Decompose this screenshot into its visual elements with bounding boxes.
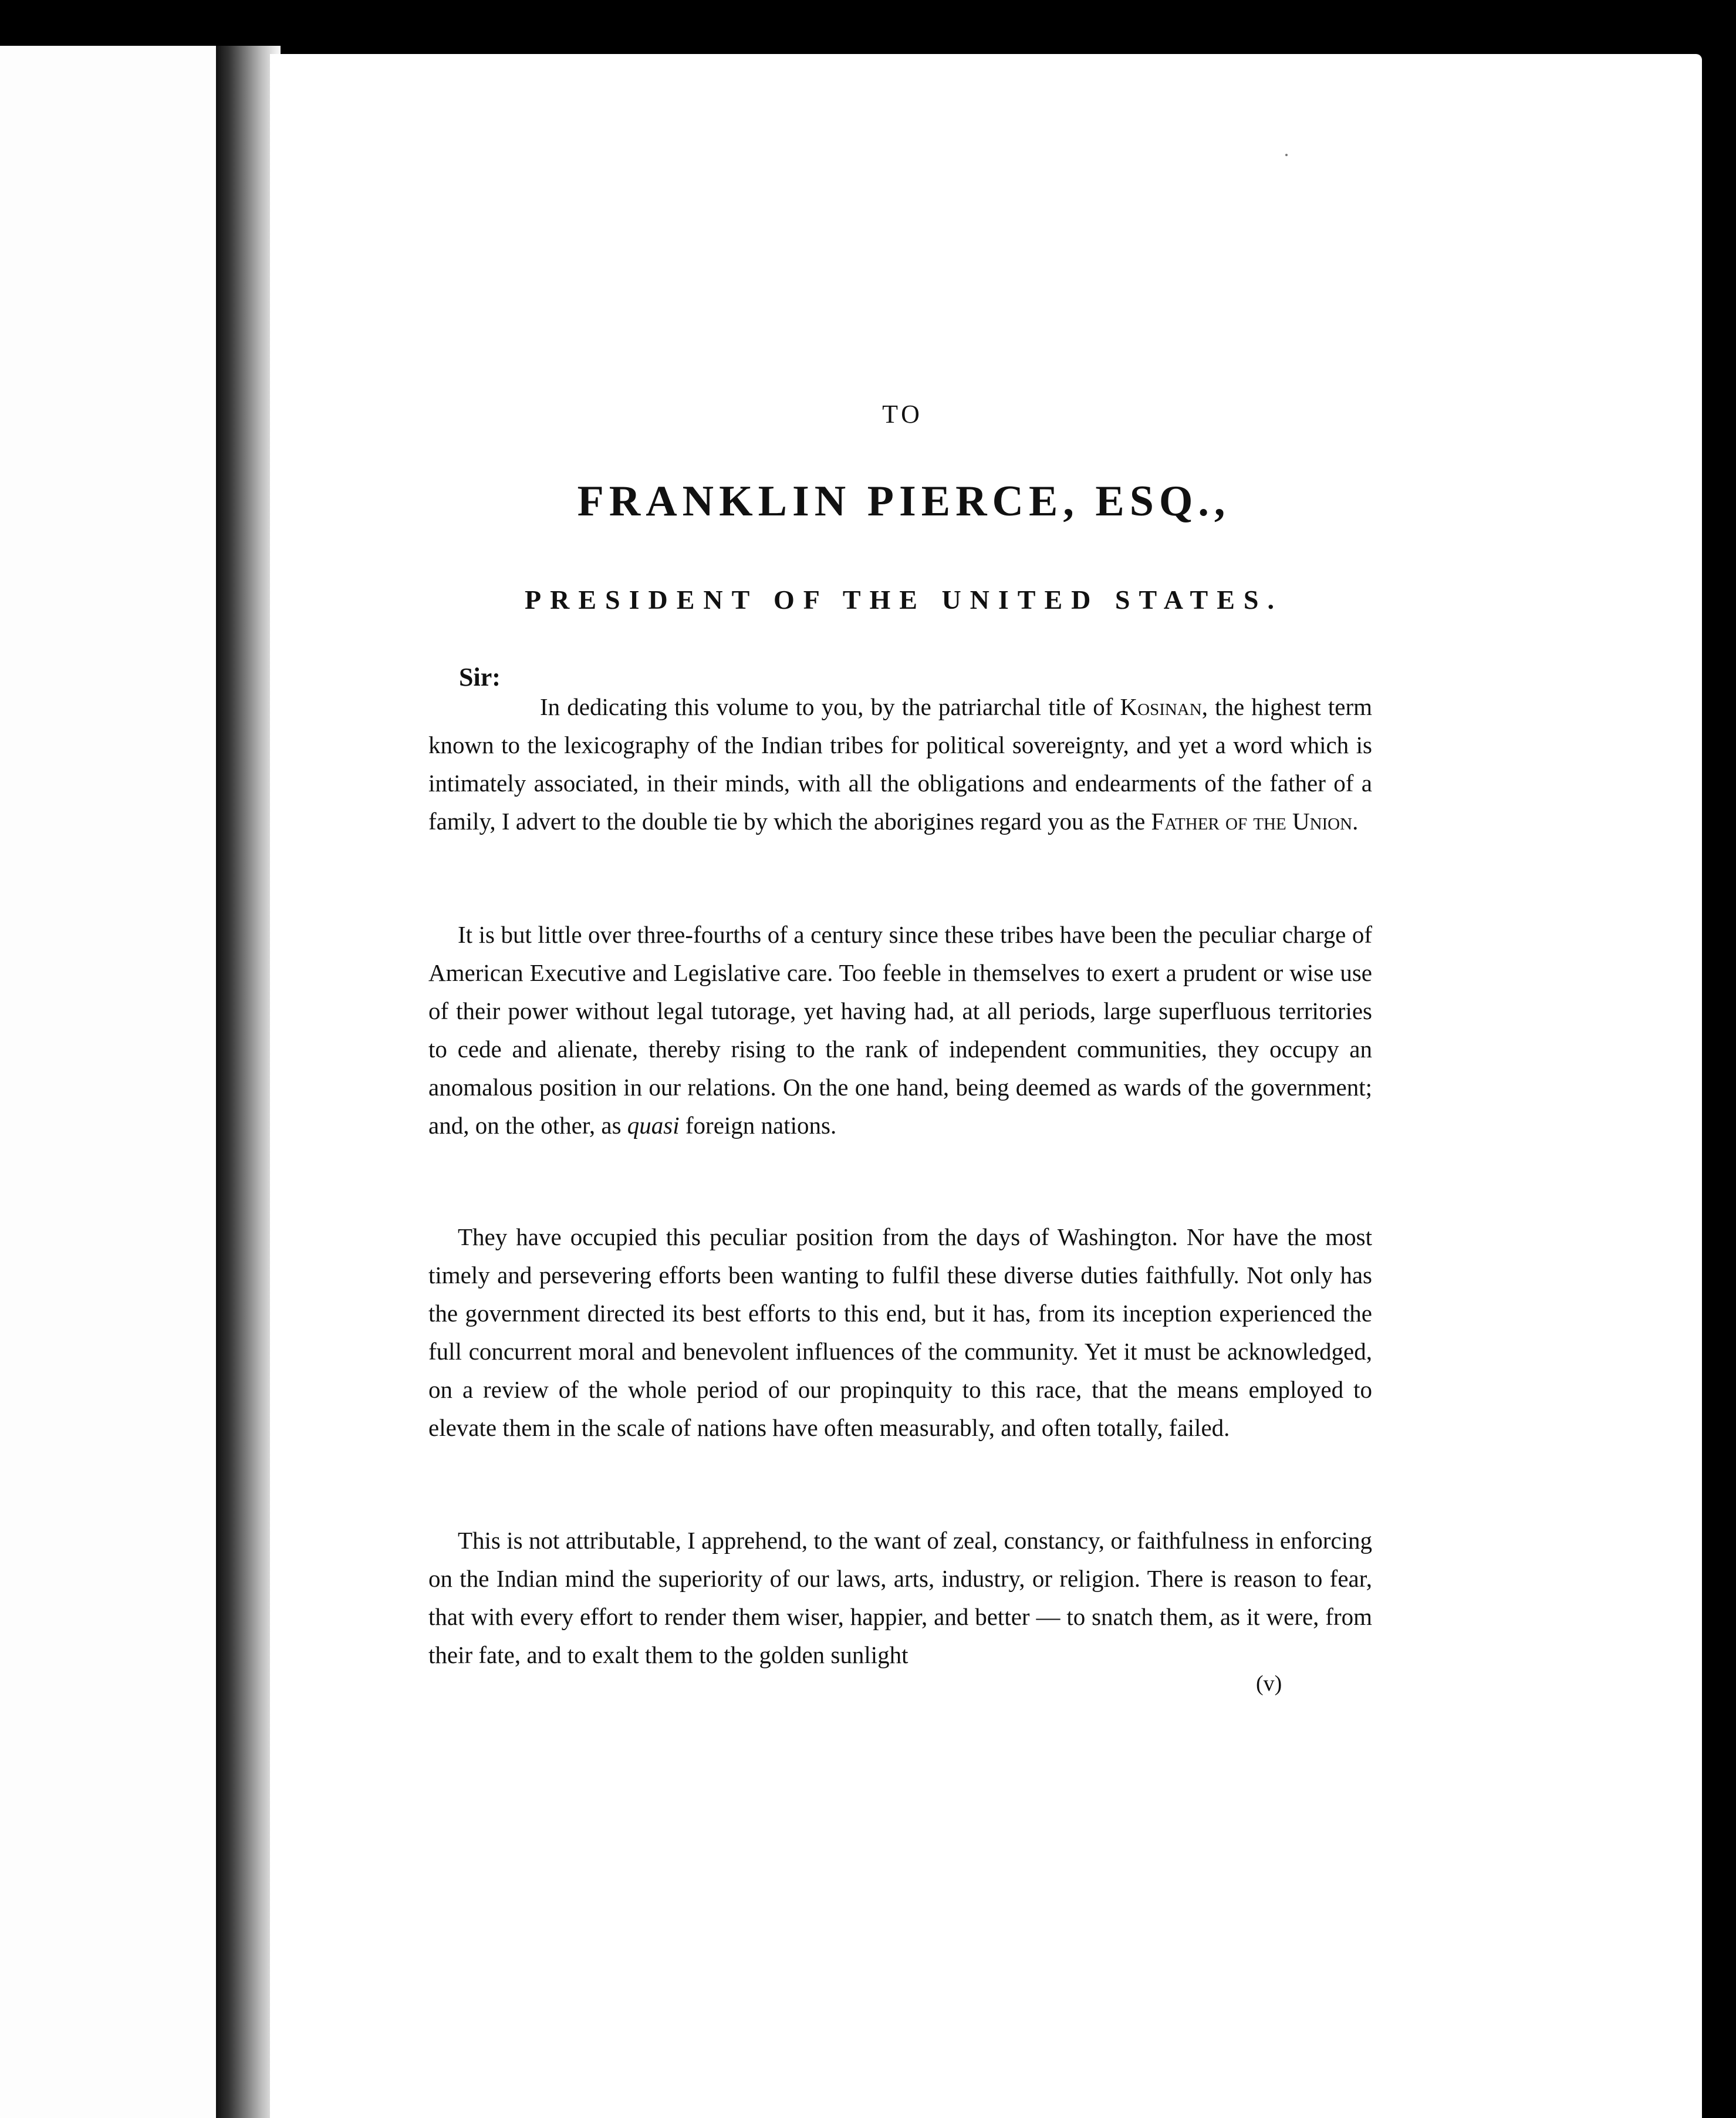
- paragraph-2-text: [428, 916, 1372, 1145]
- kosinan-term: Kosinan: [1120, 693, 1202, 720]
- dedicatee-office: PRESIDENT OF THE UNITED STATES.: [525, 585, 1283, 615]
- paragraph-1-part-1: In dedicating this volume to you, by the patriarchal title of: [540, 693, 1120, 720]
- previous-page-edge: [0, 46, 216, 2118]
- page-number: (v): [1256, 1671, 1282, 1696]
- paragraph-4-text: This is not attributable, I apprehend, to the want of zeal, constancy, or faithfulness in enforcing on the Indian mind the superiority of our laws, arts, industry, or religion. There is reason to fear, that with every effort to render them wiser, happier, and better — to snatch them, as it were, from their fate, and to exalt them to the golden sunlight: [428, 1527, 1372, 1668]
- quasi-term: quasi: [627, 1112, 680, 1139]
- paragraph-4: [428, 1522, 1372, 1674]
- paper-speck: [1285, 154, 1288, 156]
- paragraph-1-part-5: .: [1352, 808, 1359, 835]
- paragraph-1-text: [428, 688, 1372, 841]
- paragraph-2-part-1: It is but little over three-fourths of a century since these tribes have been the peculiar charge of American Executive and Legislative care. Too feeble in themselves to exert a prudent or wise use of their power without legal tutorage, yet having had, at all periods, large superfluous territories to cede and alienate, thereby rising to the rank of independent communities, they occupy an anomalous position in our relations. On the one hand, being deemed as wards of the government; and, on the other, as: [428, 921, 1372, 1139]
- paragraph-2-part-3: foreign nations.: [679, 1112, 837, 1139]
- paragraph-3: [428, 1218, 1372, 1447]
- paragraph-1-part-3: , the highest term known to the lexicography of the Indian tribes for political sovereignty, and yet a word which is intimately associated, in their minds, with all the obligations and endearments of the father of a family, I advert to the double tie by which the aborigines regard you as the: [428, 693, 1372, 835]
- paragraph-1: [428, 688, 1372, 841]
- salutation: Sir:: [459, 663, 501, 692]
- father-of-union-term: Father of the Union: [1151, 808, 1353, 835]
- dedicatee-name: FRANKLIN PIERCE, ESQ.,: [577, 477, 1231, 525]
- dedication-to: TO: [882, 400, 923, 429]
- paragraph-3-text: They have occupied this peculiar position from the days of Washington. Nor have the most timely and persevering efforts been wanting to fulfil these diverse duties faithfully. Not only has the government directed its best efforts to this end, but it has, from its inception experienced the full concurrent moral and benevolent influences of the community. Yet it must be acknowledged, on a review of the whole period of our propinquity to this race, that the means employed to elevate them in the scale of nations have often measurably, and often totally, failed.: [428, 1223, 1372, 1441]
- paragraph-2: [428, 916, 1372, 1145]
